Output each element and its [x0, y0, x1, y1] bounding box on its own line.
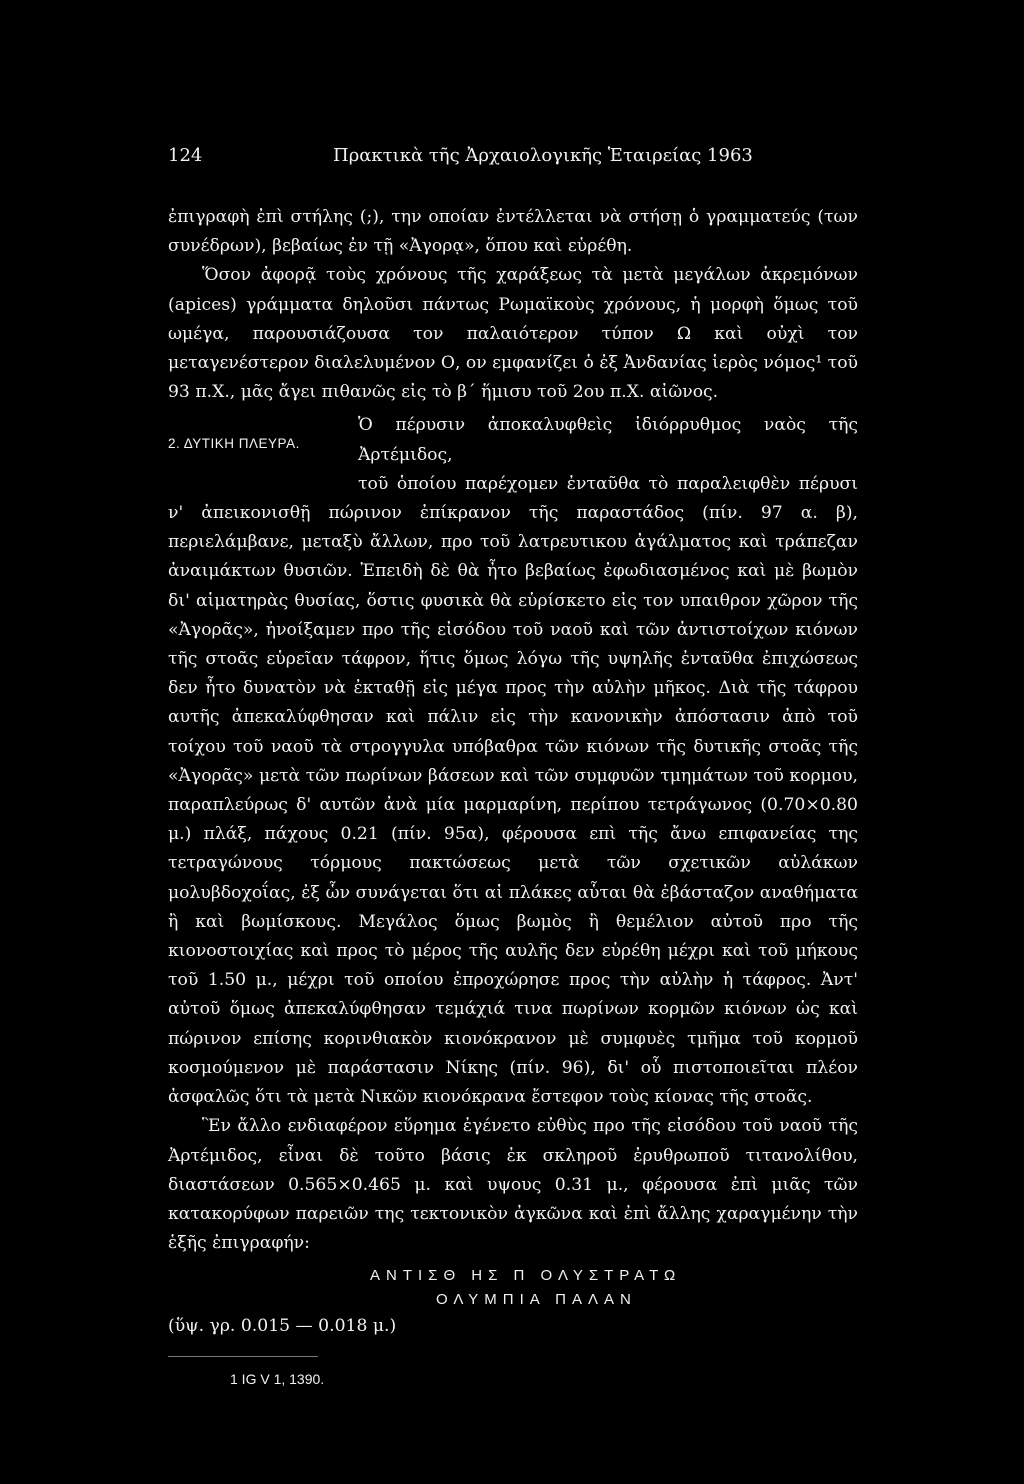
section-first-line: Ὁ πέρυσιν ἀποκαλυφθεὶς ἰδιόρρυθμος ναὸς τῆς Ἀρτέμιδος,: [358, 415, 858, 465]
footnote-rule: [168, 1356, 318, 1357]
paragraph-dating: Ὅσον ἀφορᾷ τοὺς χρόνους τῆς χαράξεως τὰ μετὰ μεγάλων ἀκρεμόνων (apices) γράμματα δηλοῦσι πάντως Ρωμαϊκοὺς χρόνους, ἡ μορφὴ ὅμως τοῦ ωμέγα, παρουσιάζουσα τον παλαιότερον τύπον Ω καὶ οὐχὶ τον μεταγενέστερον διαλελυμένον Ο, ον εμφανίζει ὁ ἐξ Ἀνδανίας ἱερὸς νόμος¹ τοῦ 93 π.Χ., μᾶς ἄγει πιθανῶς εἰς τὸ β´ ἥμισυ τοῦ 2ου π.Χ. αἰῶνος.: [168, 265, 858, 403]
letter-height-note: (ὕψ. γρ. 0.015 — 0.018 μ.): [168, 1316, 397, 1337]
page-number: 124: [168, 145, 203, 166]
inscription-line-2: ΟΛΥΜΠΙΑ ΠΑΛΑΝ: [436, 1291, 637, 1309]
footnote: 1 IG V 1, 1390.: [230, 1370, 325, 1387]
section-heading: 2. ΔΥΤΙΚΗ ΠΛΕΥΡΑ.: [168, 436, 300, 452]
section-text: τοῦ ὁποίου παρέχομεν ἐνταῦθα τὸ παραλειφθὲν πέρυσι ν' ἀπεικονισθῇ πώρινον ἐπίκρανον τῆς παραστάδος (πίν. 97 α. β), περιελάμβανε, μεταξὺ ἄλλων, προ τοῦ λατρευτικου ἀγάλματος καὶ τράπεζαν ἀναιμάκτων θυσιῶν. Ἐπειδὴ δὲ θὰ ἦτο βεβαίως ἐφωδιασμένος καὶ μὲ βωμὸν δι' αἱματηρὰς θυσίας, ὅστις φυσικὰ θὰ εὑρίσκετο εἰς τον υπαιθρον χῶρον τῆς «Ἀγορᾶς», ἠνοίξαμεν προ τῆς εἰσόδου τοῦ ναοῦ καὶ τῶν ἀντιστοίχων κιόνων τῆς στοᾶς εὑρεῖαν τάφρον, ἥτις ὅμως λόγω τῆς υψηλῆς ἐνταῦθα ἐπιχώσεως δεν ἦτο δυνατὸν νὰ ἐκταθῇ εἰς μέγα προς τὴν αὐλὴν μῆκος. Διὰ τῆς τάφρου αυτῆς ἀπεκαλύφθησαν καὶ πάλιν εἰς τὴν κανονικὴν ἀπόστασιν ἀπὸ τοῦ τοίχου τοῦ ναοῦ τὰ στρογγυλα υπόβαθρα τῶν κιόνων τῆς δυτικῆς στοᾶς τῆς «Ἀγορᾶς» μετὰ τῶν πωρίνων βάσεων καὶ τῶν συμφυῶν τμημάτων τοῦ κορμου, παραπλεύρως δ' αυτῶν ἀνὰ μία μαρμαρίνη, περίπου τετράγωνος (0.70×0.80 μ.) πλάξ, πάχους 0.21 (πίν. 95α), φέρουσα επὶ τῆς ἄνω επιφανείας της τετραγώνους τόρμους πακτώσεως μετὰ τῶν σχετικῶν αὐλάκων μολυβδοχοΐας, ἐξ ὧν συνάγεται ὅτι αἱ πλάκες αὗται θὰ ἐβάσταζον αναθήματα ἢ καὶ βωμίσκους. Μεγάλος ὅμως βωμὸς ἢ θεμέλιον αὐτοῦ προ τῆς κιονοστοιχίας καὶ προς τὸ μέρος τῆς αυλῆς δεν εὑρέθη μέχρι καὶ τοῦ μήκους τοῦ 1.50 μ., μέχρι τοῦ οποίου ἐπροχώρησε προς τὴν αὐλὴν ἡ τάφρος. Ἀντ' αὐτοῦ ὅμως ἀπεκαλύφθησαν τεμάχιά τινα πωρίνων κορμῶν κιόνων ὡς καὶ πώρινον επίσης κορινθιακὸν κιονόκρανον μὲ συμφυὲς τμῆμα τοῦ κορμοῦ κοσμούμενον μὲ παράστασιν Νίκης (πίν. 96), δι' οὗ πιστοποιεῖται πλέον ἀσφαλῶς ὅτι τὰ μετὰ Νικῶν κιονόκρανα ἔστεφον τοὺς κίονας τῆς στοᾶς.: [168, 473, 858, 1108]
running-title: Πρακτικὰ τῆς Ἀρχαιολογικῆς Ἑταιρείας 1963: [333, 145, 753, 166]
section-west-side: [168, 411, 858, 1112]
body-text: [168, 203, 858, 1394]
paragraph-base-find: Ἓν ἄλλο ενδιαφέρον εὕρημα ἐγένετο εὐθὺς προ τῆς εἰσόδου τοῦ ναοῦ τῆς Ἀρτέμιδος, εἶναι δὲ τοῦτο βάσις ἐκ σκληροῦ ἐρυθρωποῦ τιτανολίθου, διαστάσεων 0.565×0.465 μ. καὶ υψους 0.31 μ., φέρουσα ἐπὶ μιᾶς τῶν κατακορύφων παρειῶν της τεκτονικὸν ἀγκῶνα καὶ ἐπὶ ἄλλης χαραγμένην τὴν ἑξῆς ἐπιγραφήν:: [168, 1116, 858, 1254]
inscription-line-1: ΑΝΤΙΣΘ ΗΣ Π ΟΛΥΣΤΡΑΤΩ: [370, 1267, 682, 1285]
paragraph-intro: ἐπιγραφὴ ἐπὶ στήλης (;), την οποίαν ἐντέλλεται νὰ στήσῃ ὁ γραμματεύς (των συνέδρων), βεβαίως ἐν τῇ «Ἀγορᾳ», ὅπου καὶ εὑρέθη.: [168, 207, 858, 257]
